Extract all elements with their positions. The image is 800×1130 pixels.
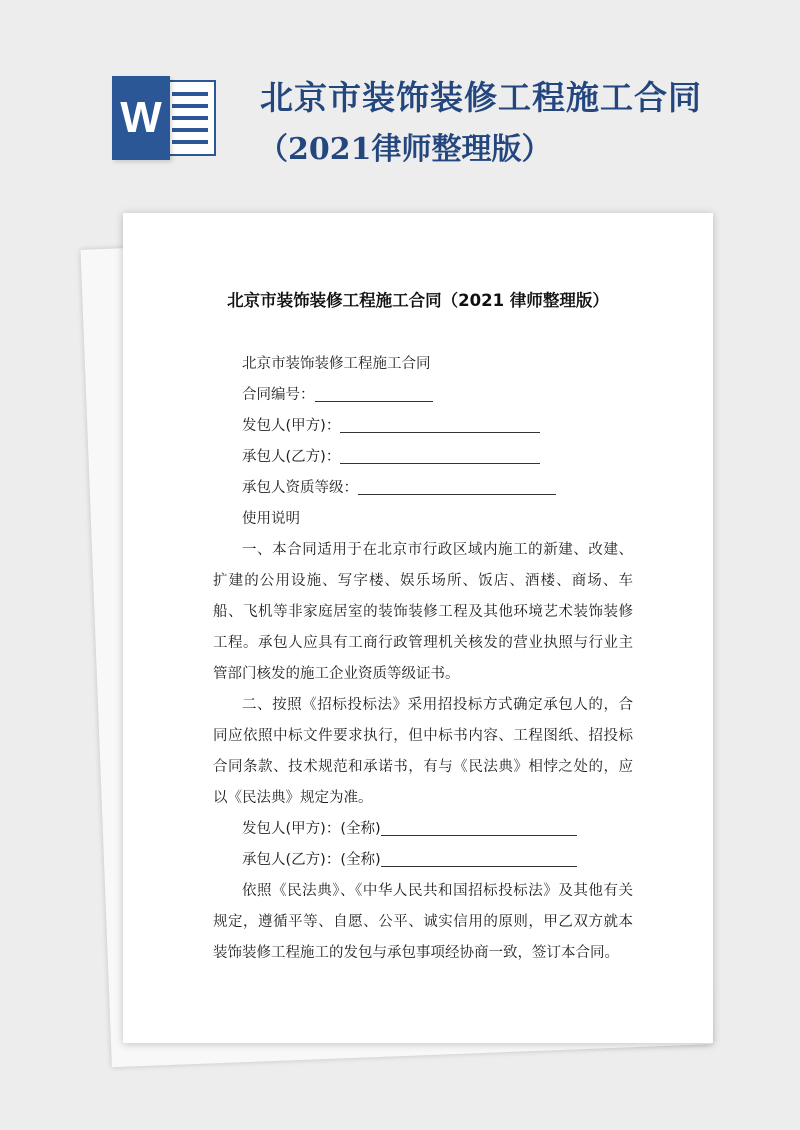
contract-name-line: 北京市装饰装修工程施工合同 [242, 356, 431, 372]
contractor-blank [340, 446, 540, 464]
closing-paragraph: 依照《民法典》、《中华人民共和国招标投标法》及其他有关规定，遵循平等、自愿、公平、诚实信用的原则，甲乙双方就本装饰装修工程施工的发包与承包事项经协商一致，签订本合同。 [213, 883, 633, 961]
contractor-line [213, 442, 633, 473]
page-title: 北京市装饰装修工程施工合同 [260, 78, 702, 117]
document-page [123, 213, 713, 1043]
contractor-fullname-line [213, 845, 633, 876]
word-document-icon [112, 76, 216, 160]
employer-fullname-label: 发包人(甲方)：(全称) [242, 821, 381, 837]
qualification-label: 承包人资质等级： [242, 480, 358, 496]
contractor-fullname-label: 承包人(乙方)：(全称) [242, 852, 381, 868]
employer-label: 发包人(甲方)： [242, 418, 341, 434]
contractor-label: 承包人(乙方)： [242, 449, 341, 465]
usage-paragraph-1: 一、本合同适用于在北京市行政区域内施工的新建、改建、扩建的公用设施、写字楼、娱乐场所、饭店、酒楼、商场、车船、飞机等非家庭居室的装饰装修工程及其他环境艺术装饰装修工程。承包人应具有工商行政管理机关核发的营业执照与行业主管部门核发的施工企业资质等级证书。 [213, 542, 633, 682]
employer-line [213, 411, 633, 442]
usage-heading: 使用说明 [242, 511, 300, 527]
page-subtitle: （2021律师整理版） [258, 132, 552, 167]
contract-number-blank [315, 384, 433, 402]
document-body [213, 349, 633, 969]
contractor-fullname-blank [381, 849, 577, 867]
qualification-line [213, 473, 633, 504]
usage-paragraph-2: 二、按照《招标投标法》采用招投标方式确定承包人的，合同应依照中标文件要求执行，但中标书内容、工程图纸、招投标合同条款、技术规范和承诺书，有与《民法典》相悖之处的，应以《民法典》规定为准。 [213, 697, 633, 806]
word-badge: W [112, 76, 170, 160]
document-title: 北京市装饰装修工程施工合同（2021 律师整理版） [227, 291, 609, 310]
employer-blank [340, 415, 540, 433]
contract-number-line [213, 380, 633, 411]
header [0, 0, 800, 200]
employer-fullname-blank [381, 818, 577, 836]
qualification-blank [358, 477, 556, 495]
contract-number-label: 合同编号： [242, 387, 315, 403]
employer-fullname-line [213, 814, 633, 845]
